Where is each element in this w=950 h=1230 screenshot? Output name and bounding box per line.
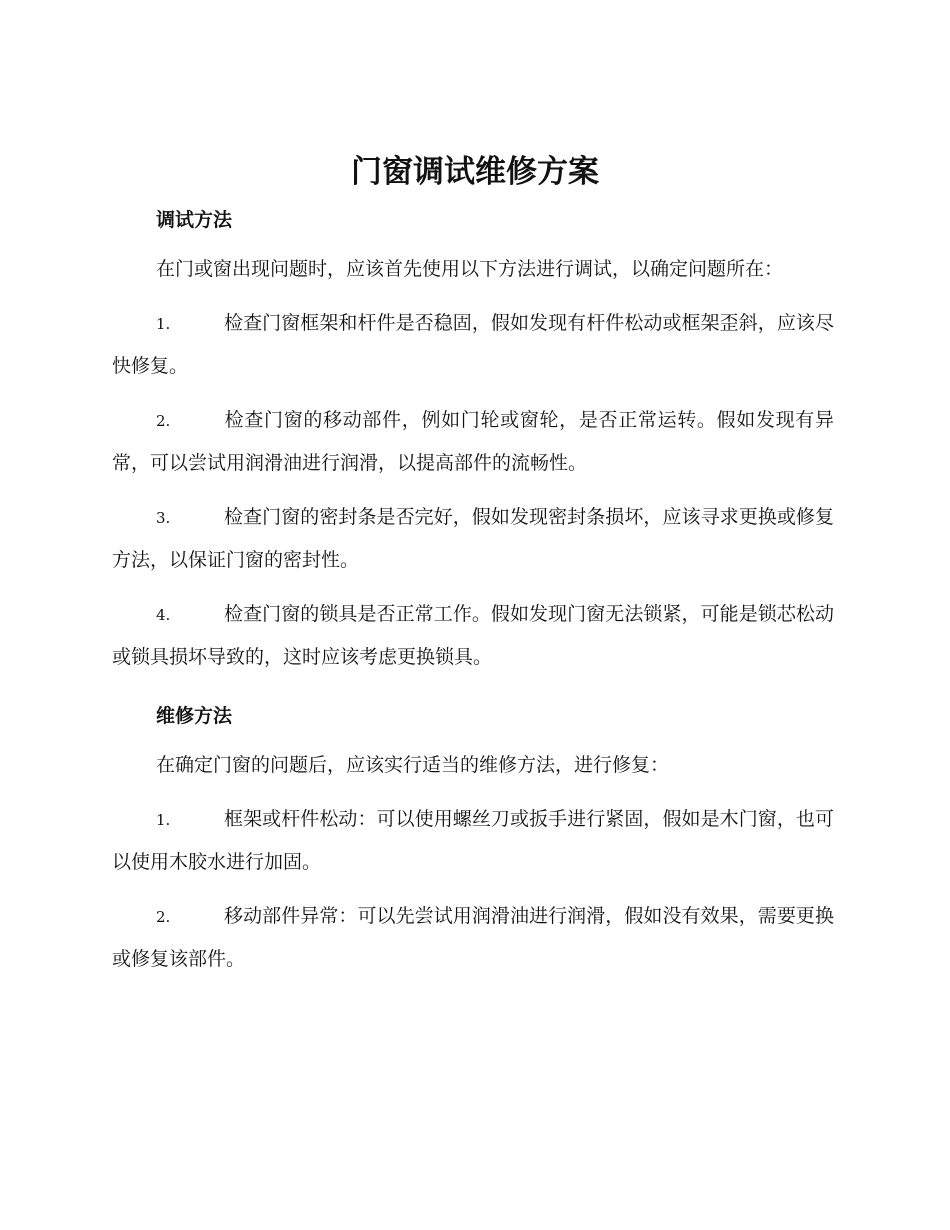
list-item-text: 检查门窗框架和杆件是否稳固，假如发现有杆件松动或框架歪斜，应该尽快修复。 [112, 312, 834, 377]
list-item-text: 检查门窗的移动部件，例如门轮或窗轮，是否正常运转。假如发现有异常，可以尝试用润滑油进行润滑，以提高部件的流畅性。 [112, 409, 834, 474]
document-body [112, 200, 834, 992]
list-item-number: 1. [156, 811, 171, 829]
list-item-number: 3. [156, 509, 171, 527]
section-heading: 调试方法 [156, 209, 233, 231]
page-title: 门窗调试维修方案 [351, 154, 599, 190]
list-item-text: 检查门窗的锁具是否正常工作。假如发现门窗无法锁紧，可能是锁芯松动或锁具损坏导致的，这时应该考虑更换锁具。 [112, 603, 834, 668]
section-intro: 在门或窗出现问题时，应该首先使用以下方法进行调试，以确定问题所在： [156, 258, 784, 280]
list-item [112, 593, 834, 678]
list-item-text: 移动部件异常：可以先尝试用润滑油进行润滑，假如没有效果，需要更换或修复该部件。 [112, 905, 834, 970]
list-item [112, 399, 834, 484]
list-item-number: 2. [156, 412, 171, 430]
list-item-number: 4. [156, 606, 171, 624]
section-debug-methods [112, 200, 834, 678]
list-item-text: 框架或杆件松动：可以使用螺丝刀或扳手进行紧固，假如是木门窗，也可以使用木胶水进行加固。 [112, 808, 834, 873]
section-intro: 在确定门窗的问题后，应该实行适当的维修方法，进行修复： [156, 754, 670, 776]
section-heading: 维修方法 [156, 705, 233, 727]
list-item [112, 895, 834, 980]
list-item-text: 检查门窗的密封条是否完好，假如发现密封条损坏，应该寻求更换或修复方法，以保证门窗的密封性。 [112, 506, 834, 571]
list-item [112, 302, 834, 387]
section-repair-methods [112, 696, 834, 980]
list-item-number: 1. [156, 315, 171, 333]
list-item [112, 798, 834, 883]
list-item [112, 496, 834, 581]
list-item-number: 2. [156, 908, 171, 926]
